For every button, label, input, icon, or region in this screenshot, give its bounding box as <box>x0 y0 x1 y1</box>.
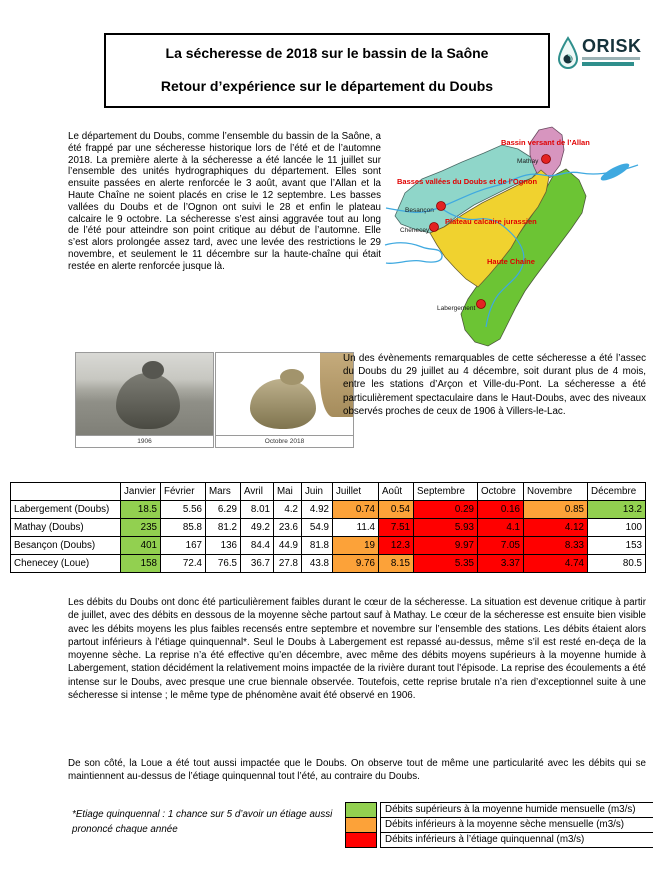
value-cell: 44.9 <box>274 537 302 555</box>
value-cell: 84.4 <box>241 537 274 555</box>
value-cell: 11.4 <box>333 519 379 537</box>
value-cell: 9.97 <box>414 537 478 555</box>
value-cell: 5.35 <box>414 555 478 573</box>
water-drop-icon <box>556 36 580 72</box>
value-cell: 8.15 <box>379 555 414 573</box>
month-header: Juillet <box>333 483 379 501</box>
value-cell: 5.56 <box>161 501 206 519</box>
rock-formation-2018 <box>250 379 316 429</box>
month-header: Novembre <box>524 483 588 501</box>
value-cell: 23.6 <box>274 519 302 537</box>
photo-2018-image <box>215 352 354 436</box>
value-cell: 19 <box>333 537 379 555</box>
value-cell: 36.7 <box>241 555 274 573</box>
table-row <box>11 519 646 537</box>
value-cell: 3.37 <box>478 555 524 573</box>
photo-comparison <box>75 352 355 448</box>
month-header: Mars <box>206 483 241 501</box>
city-dot-chenecey <box>430 223 439 232</box>
value-cell: 12.3 <box>379 537 414 555</box>
table-row <box>11 501 646 519</box>
value-cell: 76.5 <box>206 555 241 573</box>
station-label: Besançon (Doubs) <box>11 537 121 555</box>
value-cell: 4.1 <box>478 519 524 537</box>
month-header: Juin <box>302 483 333 501</box>
value-cell: 49.2 <box>241 519 274 537</box>
value-cell: 0.16 <box>478 501 524 519</box>
lake-east <box>599 161 631 184</box>
map-label-plateau: Plateau calcaire jurassien <box>445 217 537 226</box>
loue-paragraph: De son côté, la Loue a été tout aussi impactée que le Doubs. On observe tout de même une particularité avec les débits qui se maintiennent au-dessus de l’étiage quinquennal tout l’été, au contraire du Doubs. <box>68 758 646 783</box>
flow-table <box>10 482 646 573</box>
value-cell: 8.01 <box>241 501 274 519</box>
value-cell: 18.5 <box>121 501 161 519</box>
month-header: Février <box>161 483 206 501</box>
table-body <box>11 501 646 573</box>
photo-2018-caption: Octobre 2018 <box>215 436 354 448</box>
river-loue <box>385 243 442 264</box>
table-row <box>11 537 646 555</box>
value-cell: 100 <box>588 519 646 537</box>
month-header: Septembre <box>414 483 478 501</box>
event-paragraph: Un des évènements remarquables de cette sécheresse a été l’assec du Doubs du 29 juillet au 4 décembre, soit durant plus de 4 mois, entre les stations d’Arçon et Ville-du-Pont. La sécheresse a été particulièrement spectaculaire dans le Haut-Doubs, avec des niveaux observés proches de ceux de 1906 à Villers-le-Lac. <box>343 353 646 417</box>
value-cell: 158 <box>121 555 161 573</box>
orisk-logo <box>556 36 648 82</box>
city-label-mathay: Mathay <box>517 158 539 165</box>
photo-2018 <box>215 352 354 448</box>
value-cell: 4.2 <box>274 501 302 519</box>
value-cell: 43.8 <box>302 555 333 573</box>
value-cell: 54.9 <box>302 519 333 537</box>
city-label-labergement: Labergement <box>437 305 476 312</box>
photo-1906-caption: 1906 <box>75 436 214 448</box>
value-cell: 4.74 <box>524 555 588 573</box>
value-cell: 4.12 <box>524 519 588 537</box>
legend-label: Débits supérieurs à la moyenne humide mensuelle (m3/s) <box>380 802 653 818</box>
city-dot-mathay <box>542 155 551 164</box>
photo-1906 <box>75 352 214 448</box>
legend-label: Débits inférieurs à l’étiage quinquennal (m3/s) <box>380 832 653 848</box>
value-cell: 85.8 <box>161 519 206 537</box>
value-cell: 0.54 <box>379 501 414 519</box>
month-header: Décembre <box>588 483 646 501</box>
value-cell: 9.76 <box>333 555 379 573</box>
city-label-besancon: Besançon <box>405 207 434 214</box>
rock-formation <box>116 373 180 429</box>
logo-wordmark: ORISK <box>582 36 642 56</box>
month-header: Janvier <box>121 483 161 501</box>
value-cell: 401 <box>121 537 161 555</box>
city-dot-labergement <box>477 300 486 309</box>
legend-row <box>345 802 653 818</box>
legend-swatch <box>345 802 377 818</box>
value-cell: 7.05 <box>478 537 524 555</box>
value-cell: 80.5 <box>588 555 646 573</box>
month-header: Octobre <box>478 483 524 501</box>
value-cell: 7.51 <box>379 519 414 537</box>
month-header: Août <box>379 483 414 501</box>
station-label: Labergement (Doubs) <box>11 501 121 519</box>
legend-row <box>345 817 653 833</box>
value-cell: 4.92 <box>302 501 333 519</box>
station-label: Chenecey (Loue) <box>11 555 121 573</box>
value-cell: 5.93 <box>414 519 478 537</box>
legend-swatch <box>345 832 377 848</box>
city-label-chenecey: Chenecey <box>400 227 430 234</box>
value-cell: 81.8 <box>302 537 333 555</box>
value-cell: 0.74 <box>333 501 379 519</box>
value-cell: 167 <box>161 537 206 555</box>
photo-1906-image <box>75 352 214 436</box>
value-cell: 136 <box>206 537 241 555</box>
corner-cell <box>11 483 121 501</box>
value-cell: 72.4 <box>161 555 206 573</box>
analysis-paragraph: Les débits du Doubs ont donc été particulièrement faibles durant le cœur de la sécheresse. La situation est devenue critique à partir de juillet, avec des débits en dessous de la moyenne sèche partout sauf à Mathay. Le cœur de la sécheresse est ensuite bien visible avec les débits moyens les plus faibles recensés entre septembre et novembre sur l’ensemble des stations. Les débits étaient alors partout inférieurs à l’étiage quinquennal*. Seul le Doubs à Labergement est repassé au-dessus, même s’il est resté en-deça de la moyenne sèche. La reprise n’a été effective qu’en décembre, avec même des débits moyens supérieurs à la moyenne humide à Labergement, station décidément la relativement moins impactée de la rivière durant tout l’épisode. La reprise des écoulements a été intense sur le Doubs, avec presque une crue biennale observée. Toutefois, cette reprise brutale n’a rien d’exceptionnel suite à une sécheresse si intense ; le même type de phénomène avait été observé en 1906. <box>68 597 646 702</box>
value-cell: 0.85 <box>524 501 588 519</box>
value-cell: 153 <box>588 537 646 555</box>
legend-label: Débits inférieurs à la moyenne sèche mensuelle (m3/s) <box>380 817 653 833</box>
value-cell: 81.2 <box>206 519 241 537</box>
logo-tagline-bar2 <box>582 62 634 66</box>
value-cell: 8.33 <box>524 537 588 555</box>
value-cell: 235 <box>121 519 161 537</box>
table-header-row <box>11 483 646 501</box>
flow-legend <box>345 803 653 848</box>
value-cell: 0.29 <box>414 501 478 519</box>
legend-row <box>345 832 653 848</box>
map-label-basses-vallees: Basses vallées du Doubs et de l’Ognon <box>397 177 538 186</box>
month-header: Avril <box>241 483 274 501</box>
value-cell: 6.29 <box>206 501 241 519</box>
legend-swatch <box>345 817 377 833</box>
month-header: Mai <box>274 483 302 501</box>
station-label: Mathay (Doubs) <box>11 519 121 537</box>
footnote: *Etiage quinquennal : 1 chance sur 5 d’avoir un étiage aussi prononcé chaque année <box>72 809 333 835</box>
page-title: La sécheresse de 2018 sur le bassin de la Saône <box>165 45 489 61</box>
table-row <box>11 555 646 573</box>
logo-tagline-bar <box>582 57 640 60</box>
city-dot-besancon <box>437 202 446 211</box>
map-label-haute-chaine: Haute Chaîne <box>487 257 535 266</box>
doubs-hydro-units-map <box>383 120 653 347</box>
page-subtitle: Retour d’expérience sur le département du Doubs <box>160 78 494 94</box>
value-cell: 27.8 <box>274 555 302 573</box>
map-label-allan: Bassin versant de l’Allan <box>501 138 590 147</box>
intro-paragraph: Le département du Doubs, comme l’ensemble du bassin de la Saône, a été frappé par une sécheresse historique lors de l’été et de l’automne 2018. La première alerte à la sécheresse a été lancée le 11 juillet sur l’ensemble des unités hydrographiques du département. Elles sont ensuite passées en alerte renforcée le 3 août, avant que l’Allan et la Haute Chaîne ne soient placés en crise le 12 septembre. Les basses vallées du Doubs et de l’Ognon ont suivi le 28 et enfin le plateau calcaire le 9 octobre. La sécheresse s’est ainsi aggravée tout au long de l’été pour atteindre son point critique au début de l’automne. Elle s’est alors prolongée assez tard, avec une levée des restrictions le 29 novembre, et seulement le 11 décembre sur la haute-chaîne qui était restée en alerte renforcée jusque là. <box>68 131 381 272</box>
value-cell: 13.2 <box>588 501 646 519</box>
title-box <box>104 33 550 108</box>
